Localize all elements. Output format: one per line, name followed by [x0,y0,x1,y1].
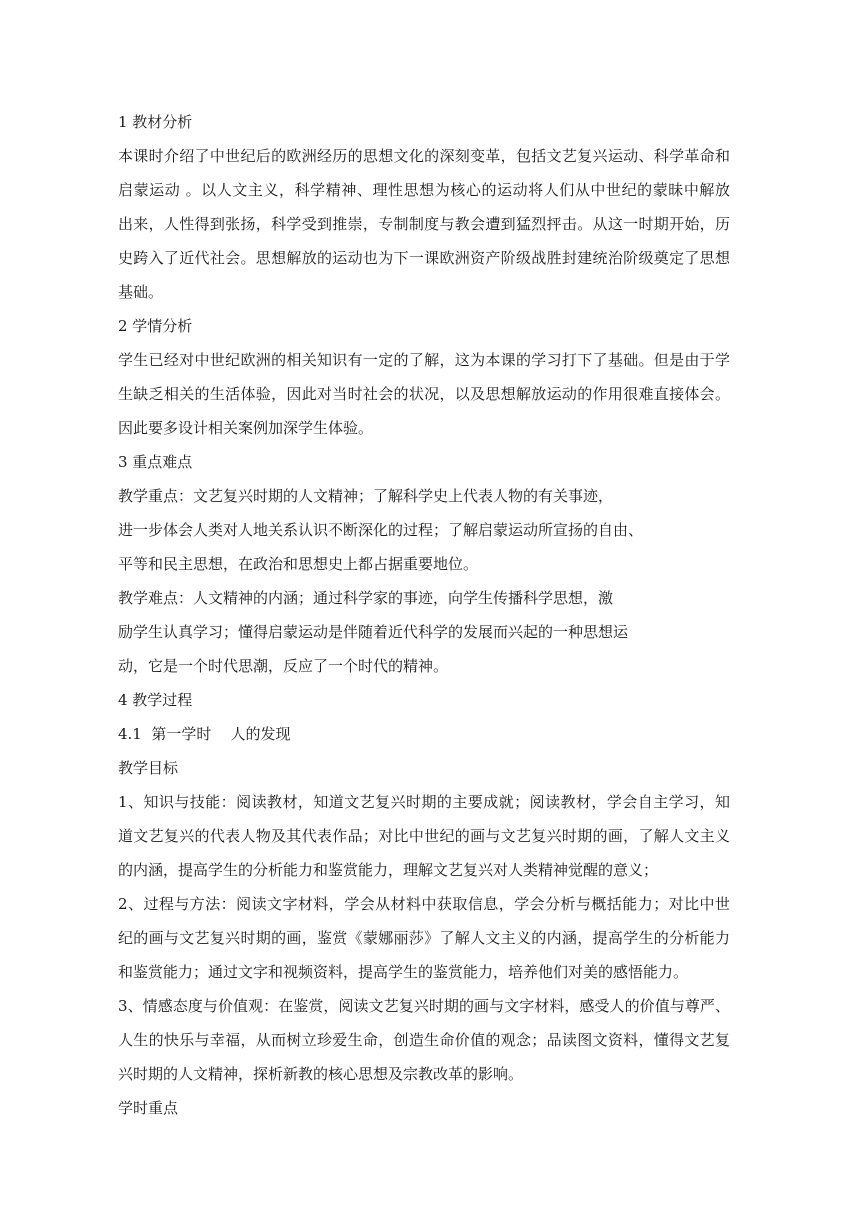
heading-student-analysis: 2 学情分析 [118,317,193,335]
paragraph-line: 本课时介绍了中世纪后的欧洲经历的思想文化的深刻变革，包括文艺复兴运动、科学革命和 [118,147,730,165]
heading-textbook-analysis: 1 教材分析 [118,113,193,131]
paragraph-line: 励学生认真学习；懂得启蒙运动是伴随着近代科学的发展而兴起的一种思想运 [118,623,629,641]
paragraph-line: 平等和民主思想，在政治和思想史上都占据重要地位。 [118,555,479,573]
paragraph-line: 因此要多设计相关案例加深学生体验。 [118,419,374,437]
paragraph-line: 教学难点：人文精神的内涵；通过科学家的事迹，向学生传播科学思想，激 [118,589,614,607]
paragraph-line: 人生的快乐与幸福，从而树立珍爱生命，创造生命价值的观念；品读图文资料，懂得文艺复 [118,1031,730,1049]
paragraph-line: 教学重点：文艺复兴时期的人文精神；了解科学史上代表人物的有关事迹， [118,487,614,505]
paragraph-line: 生缺乏相关的生活体验，因此对当时社会的状况，以及思想解放运动的作用很难直接体会。 [118,385,730,403]
paragraph-line: 的内涵，提高学生的分析能力和鉴赏能力，理解文艺复兴对人类精神觉醒的意义； [118,861,659,879]
heading-teaching-goals: 教学目标 [118,759,179,777]
paragraph-line: 基础。 [118,283,164,301]
paragraph-line: 进一步体会人类对人地关系认识不断深化的过程；了解启蒙运动所宣扬的自由、 [118,521,644,539]
paragraph-line: 动，它是一个时代思潮，反应了一个时代的精神。 [118,657,449,675]
paragraph-line: 兴时期的人文精神，探析新教的核心思想及宗教改革的影响。 [118,1065,524,1083]
paragraph-line: 2、过程与方法：阅读文字材料，学会从材料中获取信息，学会分析与概括能力；对比中世 [118,895,730,913]
paragraph-line: 3、情感态度与价值观：在鉴赏，阅读文艺复兴时期的画与文字材料，感受人的价值与尊严、 [118,997,730,1015]
heading-lesson-focus: 学时重点 [118,1099,179,1117]
paragraph-line: 出来，人性得到张扬，科学受到推崇，专制制度与教会遭到猛烈抨击。从这一时期开始，历 [118,215,730,233]
heading-first-lesson: 4.1 第一学时 人的发现 [118,725,291,743]
paragraph-line: 道文艺复兴的代表人物及其代表作品；对比中世纪的画与文艺复兴时期的画，了解人文主义 [118,827,730,845]
heading-teaching-process: 4 教学过程 [118,691,193,709]
heading-key-points: 3 重点难点 [118,453,193,471]
paragraph-line: 启蒙运动 。以人文主义，科学精神、理性思想为核心的运动将人们从中世纪的蒙昧中解放 [118,181,730,199]
paragraph-line: 1、知识与技能：阅读教材，知道文艺复兴时期的主要成就；阅读教材，学会自主学习，知 [118,793,730,811]
paragraph-line: 学生已经对中世纪欧洲的相关知识有一定的了解，这为本课的学习打下了基础。但是由于学 [118,351,730,369]
paragraph-line: 和鉴赏能力；通过文字和视频资料，提高学生的鉴赏能力，培养他们对美的感悟能力。 [118,963,689,981]
paragraph-line: 史跨入了近代社会。思想解放的运动也为下一课欧洲资产阶级战胜封建统治阶级奠定了思想 [118,249,730,267]
paragraph-line: 纪的画与文艺复兴时期的画，鉴赏《蒙娜丽莎》了解人文主义的内涵，提高学生的分析能力 [118,929,730,947]
